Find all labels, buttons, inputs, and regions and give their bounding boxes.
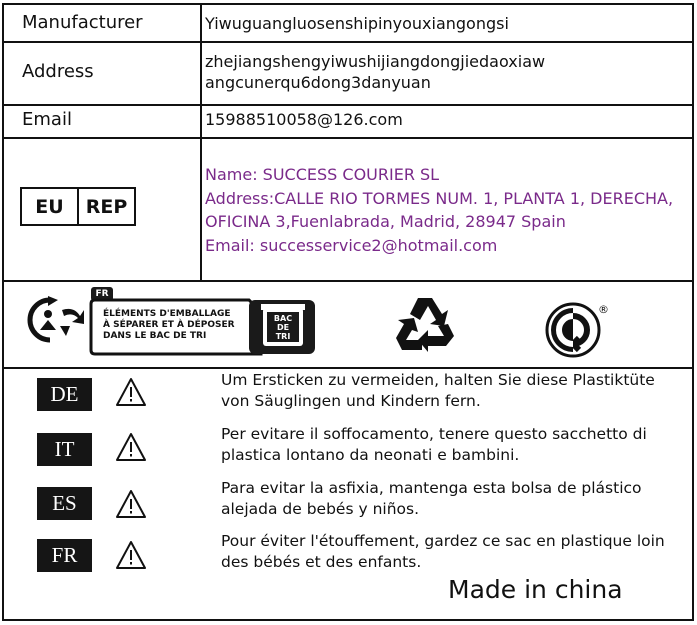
divider [4,280,692,282]
sorting-info-line: À SÉPARER ET À DÉPOSER [103,320,235,330]
language-code-fr: FR [37,539,92,572]
address-line: zhejiangshengyiwushijiangdongjiedaoxiaw [205,52,546,71]
warning-line: alejada de bebés y niños. [221,500,420,518]
warning-text-it [221,424,681,466]
eu-rep-badge [20,187,136,226]
triman-icon [26,296,86,344]
registered-mark: ® [598,303,609,316]
warning-line: Pour éviter l'étouffement, gardez ce sac en plastique loin [221,532,665,550]
manufacturer-label: Manufacturer [22,12,143,33]
email-value: 15988510058@126.com [205,110,403,129]
column-divider [200,5,202,280]
warning-icon [114,488,148,520]
divider [4,104,692,106]
fr-badge: FR [91,287,113,301]
warning-line: des bébés et des enfants. [221,553,422,571]
address-label: Address [22,61,94,82]
address-value [205,51,545,93]
warning-line: von Säuglingen und Kindern fern. [221,392,481,410]
warning-line: plastica lontano da neonati e bambini. [221,446,520,464]
warning-text-es [221,478,681,520]
warning-icon [114,539,148,571]
bin-label-line: DE [276,323,290,332]
sorting-info-line: ÉLÉMENTS D'EMBALLAGE [103,309,231,319]
email-label: Email [22,109,72,130]
eu-rep-address-line: OFICINA 3,Fuenlabrada, Madrid, 28947 Spain [205,212,566,231]
warning-icon [114,431,148,463]
address-line: angcunerqu6dong3danyuan [205,73,431,92]
sorting-info-text [103,309,235,342]
eu-rep-email: Email: successervice2@hotmail.com [205,235,498,255]
warning-line: Um Ersticken zu vermeiden, halten Sie diese Plastiktüte [221,371,655,389]
eu-rep-details [205,163,673,257]
warning-text-fr [221,531,681,573]
divider [4,367,692,369]
warning-text-de [221,370,681,412]
warning-line: Per evitare il soffocamento, tenere questo sacchetto di [221,425,647,443]
sorting-info-line: DANS LE BAC DE TRI [103,331,207,341]
language-code-it: IT [37,433,92,466]
bin-label-line: TRI [275,332,291,341]
bin-label [267,314,299,341]
language-code-de: DE [37,378,92,411]
manufacturer-value: Yiwuguangluosenshipinyouxiangongsi [205,14,509,33]
language-code-es: ES [37,487,92,520]
divider [4,41,692,43]
eu-rep-badge-left: EU [35,195,64,218]
recycle-icon [392,294,458,354]
warning-icon [114,376,148,408]
eu-rep-address-line: Address:CALLE RIO TORMES NUM. 1, PLANTA 1, DERECHA, [205,188,674,208]
eu-rep-name: Name: SUCCESS COURIER SL [205,165,440,184]
green-dot-icon [543,302,603,358]
made-in-label: Made in china [448,575,623,604]
eu-rep-badge-right: REP [77,189,134,224]
divider [4,137,692,139]
warning-line: Para evitar la asfixia, mantenga esta bolsa de plástico [221,479,642,497]
bin-label-line: BAC [273,314,293,323]
